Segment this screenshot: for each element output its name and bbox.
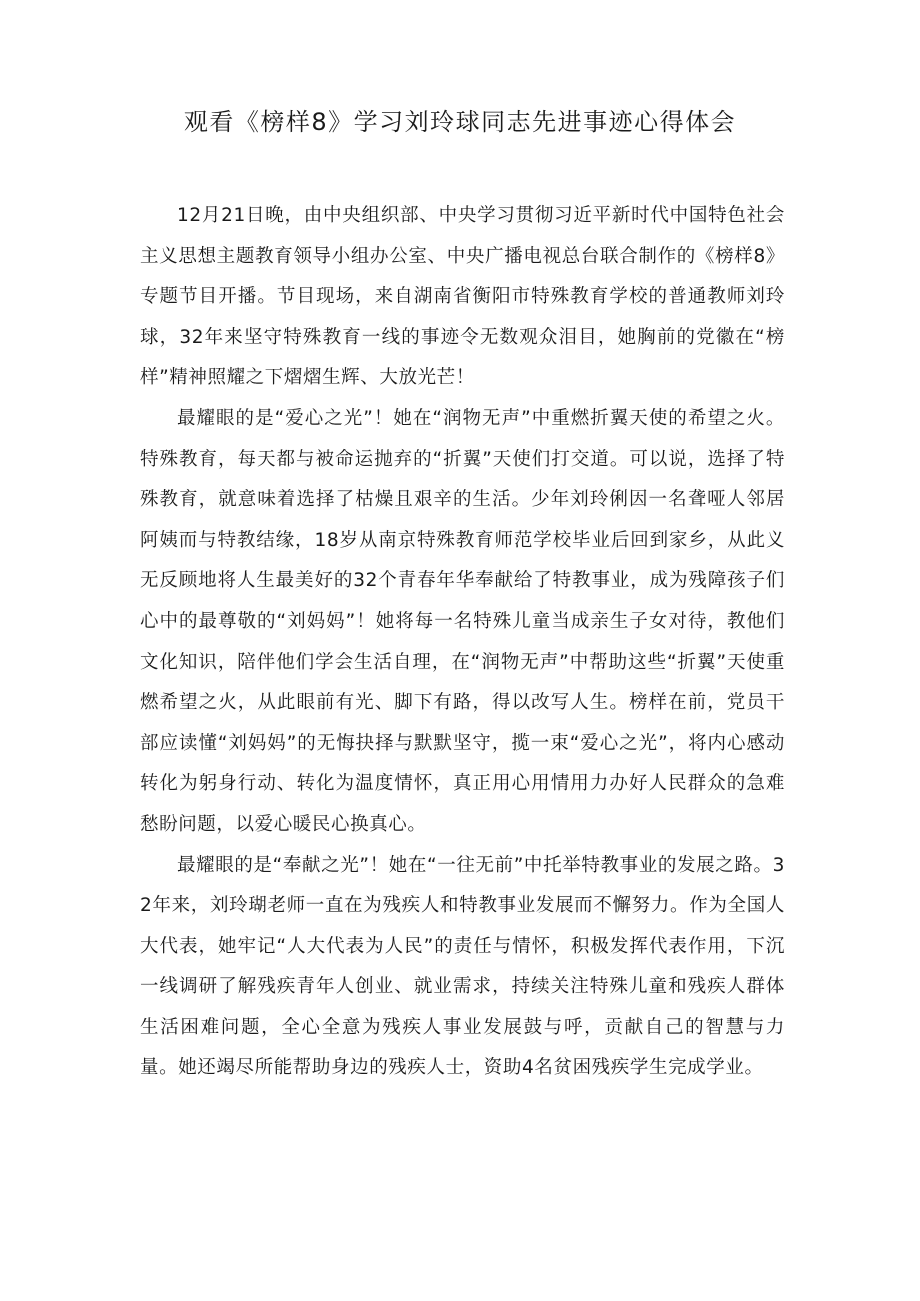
document-body: [140, 196, 785, 1089]
document-title: 观看《榜样8》学习刘玲球同志先进事迹心得体会: [183, 108, 737, 136]
paragraph-2: 最耀眼的是“爱心之光”！她在“润物无声”中重燃折翼天使的希望之火。特殊教育，每天都与被命运抛弃的“折翼”天使们打交道。可以说，选择了特殊教育，就意味着选择了枯燥且艰辛的生活。少年刘玲俐因一名聋哑人邻居阿姨而与特教结缘，18岁从南京特殊教育师范学校毕业后回到家乡，从此义无反顾地将人生最美好的32个青春年华奉献给了特教事业，成为残障孩子们心中的最尊敬的“刘妈妈”！她将每一名特殊儿童当成亲生子女对待，教他们文化知识，陪伴他们学会生活自理，在“润物无声”中帮助这些“折翼”天使重燃希望之火，从此眼前有光、脚下有路，得以改写人生。榜样在前，党员干部应读懂“刘妈妈”的无悔抉择与默默坚守，揽一束“爱心之光”，将内心感动转化为躬身行动、转化为温度情怀，真正用心用情用力办好人民群众的急难愁盼问题，以爱心暖民心换真心。: [140, 407, 785, 835]
paragraph-3: 最耀眼的是“奉献之光”！她在“一往无前”中托举特教事业的发展之路。32年来，刘玲瑚老师一直在为残疾人和特教事业发展而不懈努力。作为全国人大代表，她牢记“人大代表为人民”的责任与情怀，积极发挥代表作用，下沉一线调研了解残疾青年人创业、就业需求，持续关注特殊儿童和残疾人群体生活困难问题，全心全意为残疾人事业发展鼓与呼，贡献自己的智慧与力量。她还竭尽所能帮助身边的残疾人士，资助4名贫困残疾学生完成学业。: [140, 854, 785, 1079]
paragraph-1: 12月21日晚，由中央组织部、中央学习贯彻习近平新时代中国特色社会主义思想主题教育领导小组办公室、中央广播电视总台联合制作的《榜样8》专题节目开播。节目现场，来自湖南省衡阳市特殊教育学校的普通教师刘玲球，32年来坚守特殊教育一线的事迹令无数观众泪目，她胸前的党徽在“榜样”精神照耀之下熠熠生辉、大放光芒！: [140, 205, 785, 389]
